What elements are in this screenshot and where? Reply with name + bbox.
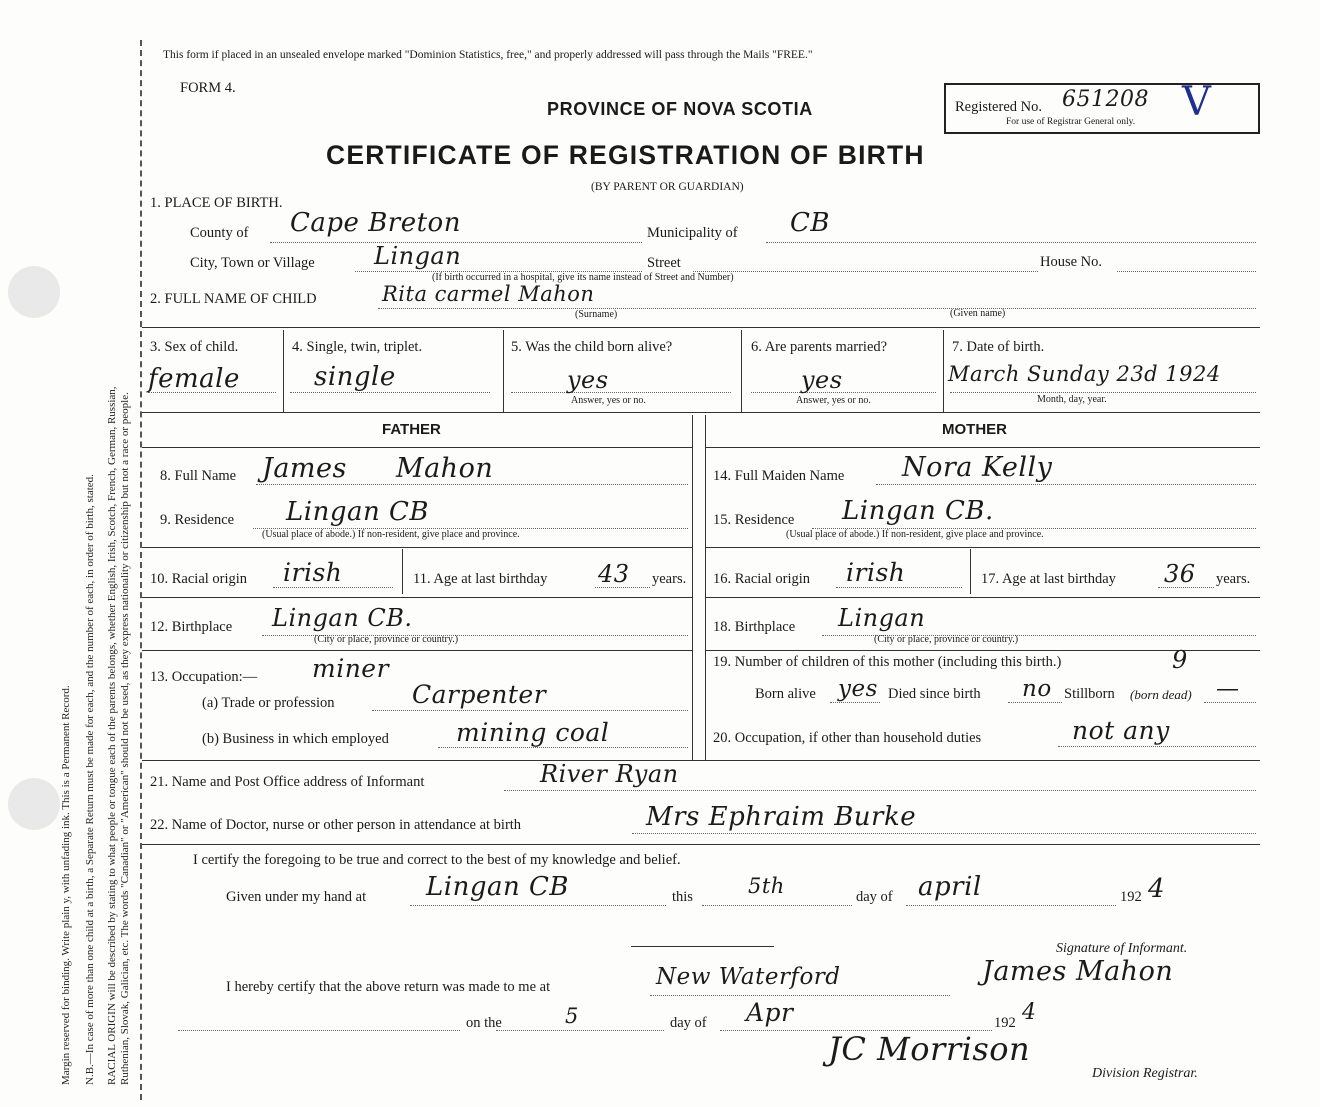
margin-note-multiple-births: N.B.—In case of more than one child at a birth, a Separate Return must be made for each, and the number of each, in order of birth, stated. [84, 474, 96, 1085]
county-value: Cape Breton [290, 208, 461, 238]
attendant-label: 22. Name of Doctor, nurse or other person in attendance at birth [150, 817, 522, 833]
father-racial-label: 10. Racial origin [150, 571, 248, 587]
margin-notes [0, 0, 135, 1107]
mother-birthplace-note: (City or place, province or country.) [874, 634, 1019, 645]
father-trade-label: (a) Trade or profession [202, 695, 335, 711]
informant-line [504, 790, 1256, 791]
father-residence-note: (Usual place of abode.) If non-resident, give place and province. [262, 529, 520, 540]
father-racial-line [273, 587, 393, 588]
certify-statement: I certify the foregoing to be true and correct to the best of my knowledge and belief. [193, 852, 681, 868]
day-of-label: day of [856, 889, 893, 905]
father-occupation-label: 13. Occupation:— [150, 669, 258, 685]
mother-racial-line [836, 587, 962, 588]
on-the-value: 5 [565, 1004, 579, 1028]
province-heading: PROVINCE OF NOVA SCOTIA [547, 99, 813, 119]
stillborn-note: (born dead) [1130, 687, 1192, 702]
born-alive-question-label: 5. Was the child born alive? [511, 339, 673, 355]
year-prefix: 192 [1120, 889, 1142, 905]
father-name-value: James Mahon [262, 453, 494, 484]
mother-age-value: 36 [1164, 560, 1196, 588]
street-label: Street [647, 255, 681, 271]
day-of-label-2: day of [670, 1015, 707, 1031]
mother-children-value: 9 [1172, 646, 1188, 674]
born-alive-value: yes [838, 676, 878, 702]
margin-note-binding: Margin reserved for binding. Write plain y, with unfading ink. This is a Permanent Record. [60, 685, 72, 1085]
year2-value: 4 [1022, 1000, 1037, 1025]
father-residence-value: Lingan CB [286, 497, 429, 527]
died-since-birth-value: no [1022, 676, 1052, 702]
this-line [702, 905, 852, 906]
date-of-birth-label: 7. Date of birth. [952, 339, 1045, 355]
hospital-note: (If birth occurred in a hospital, give its name instead of Street and Number) [432, 272, 734, 283]
parents-married-note: Answer, yes or no. [796, 395, 871, 406]
mother-racial-divider [970, 549, 971, 594]
mother-occupation-line [1058, 746, 1256, 747]
registrar-place-value: New Waterford [656, 964, 841, 990]
date-of-birth-note: Month, day, year. [1037, 394, 1107, 405]
parents-bottom-rule [142, 760, 1260, 761]
certificate-subtitle: (BY PARENT OR GUARDIAN) [591, 181, 744, 193]
mother-column-left [705, 415, 706, 760]
mother-occupation-value: not any [1072, 716, 1170, 745]
stillborn-label: Stillborn [1064, 686, 1115, 702]
short-divider-rule [631, 946, 774, 947]
year-value: 4 [1148, 874, 1166, 904]
registrar-general-note: For use of Registrar General only. [1006, 117, 1136, 127]
born-alive-note: Answer, yes or no. [571, 395, 646, 406]
this-label: this [672, 889, 693, 905]
date-of-birth-line [950, 392, 1256, 393]
city-value: Lingan [374, 242, 462, 270]
city-label: City, Town or Village [190, 255, 315, 271]
child-name-line [378, 308, 1256, 309]
mother-age-label: 17. Age at last birthday [981, 571, 1116, 587]
father-occupation-value: miner [312, 654, 390, 683]
mother-name-value: Nora Kelly [902, 452, 1053, 483]
form-number: FORM 4. [180, 80, 236, 96]
given-place-line [410, 905, 666, 906]
row3-divider-3 [741, 330, 742, 412]
father-age-value: 43 [598, 560, 630, 588]
division-registrar-label: Division Registrar. [1092, 1066, 1198, 1081]
mother-residence-note: (Usual place of abode.) If non-resident, give place and province. [786, 529, 1044, 540]
mother-name-label: 14. Full Maiden Name [713, 468, 845, 484]
attendant-bottom-rule [142, 844, 1260, 845]
on-the-line [496, 1030, 664, 1031]
single-twin-line [290, 392, 490, 393]
parents-married-line [751, 392, 936, 393]
father-header-rule [142, 447, 692, 448]
on-the-leading-line [178, 1030, 460, 1031]
father-heading: FATHER [382, 421, 441, 438]
signature-of-informant-label: Signature of Informant. [1056, 941, 1188, 956]
father-age-label: 11. Age at last birthday [413, 571, 548, 587]
single-twin-value: single [314, 362, 396, 392]
father-rule-3 [142, 650, 692, 651]
father-business-line [438, 747, 688, 748]
house-number-label: House No. [1040, 254, 1103, 270]
father-racial-value: irish [283, 558, 343, 587]
attendant-value: Mrs Ephraim Burke [646, 802, 917, 832]
mother-rule-1 [705, 547, 1260, 548]
given-place-value: Lingan CB [426, 872, 569, 902]
mother-occupation-label: 20. Occupation, if other than household duties [713, 730, 982, 746]
mother-name-line [876, 484, 1256, 485]
sex-label: 3. Sex of child. [150, 339, 239, 355]
father-trade-line [372, 710, 688, 711]
row3-divider-1 [283, 330, 284, 412]
father-business-value: mining coal [456, 718, 610, 747]
date-of-birth-value: March Sunday 23d 1924 [948, 362, 1221, 386]
street-line [693, 271, 1038, 272]
margin-note-racial-origin-1: RACIAL ORIGIN will be described by stating to what people or tongue each of the parents belongs, whether English, Irish, Scotch, French, German, Russian, [106, 386, 118, 1085]
certificate-title: CERTIFICATE OF REGISTRATION OF BIRTH [326, 140, 925, 170]
on-the-label: on the [466, 1015, 502, 1031]
father-residence-label: 9. Residence [160, 512, 235, 528]
month-line [906, 905, 1116, 906]
mother-residence-label: 15. Residence [713, 512, 795, 528]
form-left-border [140, 40, 142, 1100]
father-birthplace-value: Lingan CB. [272, 604, 413, 632]
father-rule-2 [142, 597, 692, 598]
mother-racial-label: 16. Racial origin [713, 571, 811, 587]
this-value: 5th [748, 874, 785, 898]
house-number-line [1117, 271, 1256, 272]
died-since-birth-line [1008, 702, 1062, 703]
check-mark: V [1182, 79, 1212, 125]
month2-value: Apr [746, 998, 794, 1027]
mother-age-unit: years. [1216, 571, 1251, 587]
given-name-note: (Given name) [950, 308, 1006, 319]
registered-number: 651208 [1062, 87, 1149, 112]
registered-box [944, 79, 1260, 134]
stillborn-line [1204, 702, 1256, 703]
row3-divider-2 [503, 330, 504, 412]
margin-note-racial-origin-2: Ruthenian, Slovak, Galician, etc. The words "Canadian" or "American" should not be used, as they express nationality or citizenship but not a race or people. [119, 392, 131, 1085]
informant-value: River Ryan [540, 760, 679, 788]
mother-birthplace-value: Lingan [838, 604, 926, 632]
born-alive-answer: yes [567, 366, 609, 394]
municipality-value: CB [790, 208, 830, 238]
row3-divider-4 [943, 330, 944, 412]
father-rule-1 [142, 547, 692, 548]
postal-notice: This form if placed in an unsealed envelope marked "Dominion Statistics, free," and properly addressed will pass through the Mails "FREE." [163, 49, 813, 61]
father-age-unit: years. [652, 571, 687, 587]
registrar-place-line [650, 995, 950, 996]
mother-rule-2 [705, 597, 1260, 598]
born-alive-line [511, 392, 731, 393]
row3-top-rule [142, 327, 1260, 328]
informant-label: 21. Name and Post Office address of Informant [150, 774, 425, 790]
parents-married-label: 6. Are parents married? [751, 339, 888, 355]
died-since-birth-label: Died since birth [888, 686, 981, 702]
born-alive-count-line [830, 702, 880, 703]
mother-children-label: 19. Number of children of this mother (including this birth.) [713, 654, 1062, 670]
place-of-birth-heading: 1. PLACE OF BIRTH. [150, 195, 283, 211]
child-name-label: 2. FULL NAME OF CHILD [150, 291, 317, 307]
father-racial-divider [402, 549, 403, 594]
registrar-certify-text: I hereby certify that the above return was made to me at [226, 979, 551, 995]
father-name-line [256, 484, 688, 485]
given-under-hand-label: Given under my hand at [226, 889, 367, 905]
stillborn-value: — [1216, 676, 1240, 702]
attendant-line [632, 833, 1256, 834]
municipality-line [766, 242, 1256, 243]
registrar-signature: JC Morrison [828, 1030, 1031, 1068]
mother-racial-value: irish [846, 558, 906, 587]
parents-married-answer: yes [801, 366, 843, 394]
county-label: County of [190, 225, 249, 241]
father-birthplace-label: 12. Birthplace [150, 619, 233, 635]
mother-header-rule [705, 447, 1260, 448]
father-trade-value: Carpenter [412, 680, 547, 709]
mother-birthplace-label: 18. Birthplace [713, 619, 796, 635]
mother-heading: MOTHER [942, 421, 1007, 438]
born-alive-label: Born alive [755, 686, 816, 702]
father-business-label: (b) Business in which employed [202, 731, 389, 747]
single-twin-label: 4. Single, twin, triplet. [292, 339, 423, 355]
row3-bottom-rule [142, 412, 1260, 413]
father-birthplace-note: (City or place, province or country.) [314, 634, 459, 645]
child-name-value: Rita carmel Mahon [382, 282, 595, 306]
informant-signature: James Mahon [982, 956, 1174, 987]
father-name-label: 8. Full Name [160, 468, 237, 484]
month-value: april [918, 872, 982, 902]
surname-note: (Surname) [575, 309, 618, 320]
year2-prefix: 192 [994, 1015, 1016, 1031]
sex-value: female [148, 364, 240, 394]
father-column-right [692, 415, 693, 760]
mother-residence-value: Lingan CB. [842, 496, 994, 526]
municipality-label: Municipality of [647, 225, 738, 241]
registered-label: Registered No. [955, 99, 1042, 115]
